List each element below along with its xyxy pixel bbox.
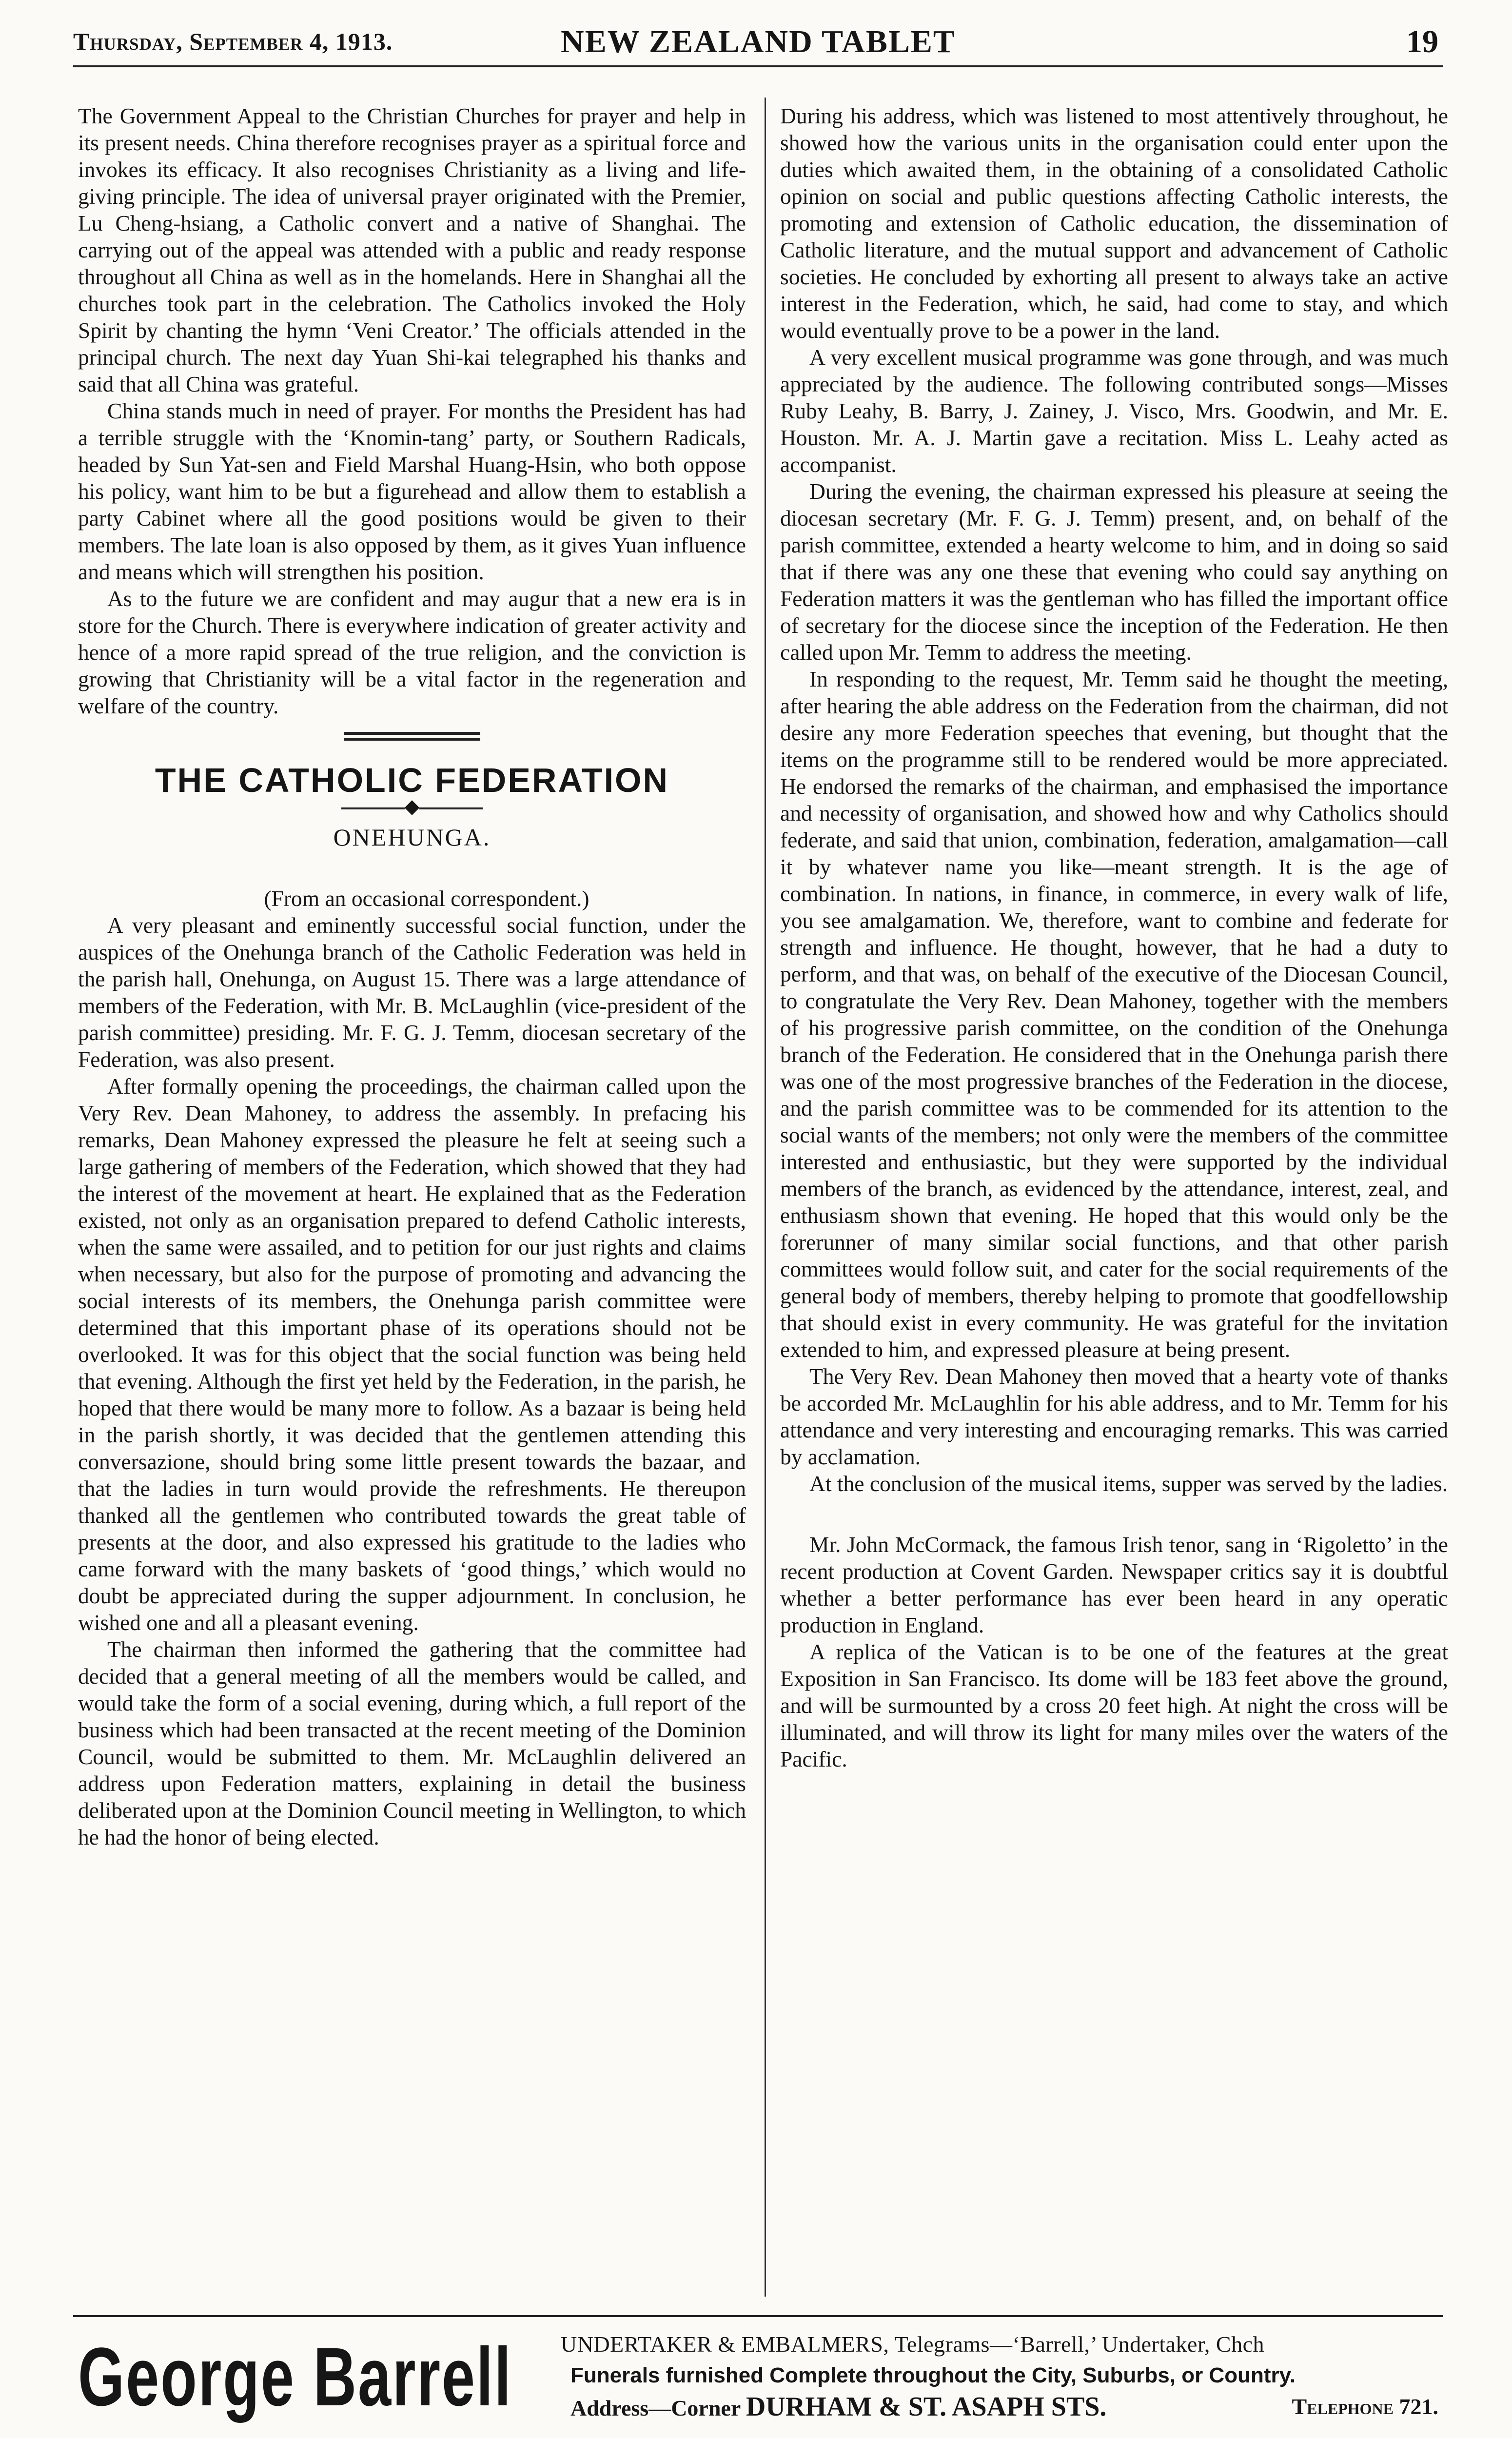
page-number: 19 [1406, 24, 1438, 59]
page-header [73, 23, 1443, 67]
address-streets: DURHAM & ST. ASAPH STS. [746, 2392, 1107, 2422]
column-divider [765, 98, 766, 2297]
attribution: (From an occasional correspondent.) [264, 886, 589, 911]
advertisement [73, 2326, 1443, 2438]
advertisement-address [561, 2391, 1438, 2424]
news-paragraph: Mr. John McCormack, the famous Irish tenor, sang in ‘Rigoletto’ in the recent production at Covent Garden. Newspaper critics say it is doubtful whether a better performance has ever been heard in any operatic production in England. [780, 1532, 1448, 1637]
article-paragraph: A very pleasant and eminently successful social function, under the auspices of the Onehunga branch of the Catholic Federation was held in the parish hall, Onehunga, on August 15. There was a large attendance of members of the Federation, with Mr. B. McLaughlin (vice-president of the parish committee) presiding. Mr. F. G. J. Temm, diocesan secretary of the Federation, was also present. [78, 913, 746, 1072]
article-paragraph: The Government Appeal to the Christian Churches for prayer and help in its present needs. China therefore recognises prayer as a spiritual force and invokes its efficacy. It also recognises Christianity as a living and life-giving principle. The idea of universal prayer originated with the Premier, Lu Cheng-hsiang, a Catholic convert and a native of Shanghai. The carrying out of the appeal was attended with a public and ready response throughout all China as well as in the homelands. Here in Shanghai all the churches took part in the celebration. The Catholics invoked the Holy Spirit by chanting the hymn ‘Veni Creator.’ The officials attended in the principal church. The next day Yuan Shi-kai telegraphed his thanks and said that all China was grateful. [78, 103, 746, 396]
article-paragraph: China stands much in need of prayer. For months the President has had a terrible struggle with the ‘Knomin-tang’ party, or Southern Radicals, headed by Sun Yat-sen and Field Marshal Huang-Hsin, who both oppose his policy, want him to be but a figurehead and allow them to establish a party Cabinet where all the good positions would be given to their members. The late loan is also opposed by them, as it gives Yuan influence and means which will strengthen his position. [78, 398, 746, 584]
article-paragraph: During his address, which was listened to most attentively throughout, he showed how the various units in the organisation could enter upon the duties which awaited them, in the obtaining of a consolidated Catholic opinion on social and public questions affecting Catholic interests, the promoting and extension of Catholic education, the dissemination of Catholic literature, and the mutual support and advancement of Catholic societies. He concluded by exhorting all present to always take an active interest in the Federation, which, he said, had come to stay, and which would eventually prove to be a power in the land. [780, 103, 1448, 343]
section-title: THE CATHOLIC FEDERATION [155, 761, 669, 799]
left-column [78, 102, 746, 1850]
article-paragraph: A very excellent musical programme was gone through, and was much appreciated by the audience. The following contributed songs—Misses Ruby Leahy, B. Barry, J. Zainey, J. Visco, Mrs. Goodwin, and Mr. E. Houston. Mr. A. J. Martin gave a recitation. Miss L. Leahy acted as accompanist. [780, 345, 1448, 477]
footer-divider [73, 2315, 1443, 2317]
masthead-title: NEW ZEALAND TABLET [561, 24, 956, 59]
article-paragraph: In responding to the request, Mr. Temm said he thought the meeting, after hearing the able address on the Federation from the chairman, did not desire any more Federation speeches that evening, but thought that the items on the programme still to be rendered would be more appreciated. He endorsed the remarks of the chairman, and emphasised the importance and necessity of organisation, and showed how and why Catholics should federate, and said that union, combination, federation, amalgamation—call it by whatever name you like—meant strength. It is the age of combination. In nations, in finance, in commerce, in every walk of life, you see amalgamation. We, therefore, want to combine and federate for strength and influence. He thought, however, that he had a duty to perform, and that was, on behalf of the executive of the Diocesan Council, to congratulate the Very Rev. Dean Mahoney, together with the members of his progressive parish committee, on the condition of the Onehunga branch of the Federation. He considered that in the Onehunga parish there was one of the most progressive branches of the Federation in the diocese, and the parish committee was to be commended for its attention to the social wants of the members; not only were the members of the committee interested and enthusiastic, but they were supported by the individual members of the branch, as evidenced by the attendance, interest, zeal, and enthusiasm shown that evening. He hoped that this would only be the forerunner of many similar social functions, and that other parish committees would follow suit, and cater for the social requirements of the general body of members, thereby helping to promote that goodfellowship that should exist in every community. He was grateful for the invitation extended to him, and expressed pleasure at being present. [780, 667, 1448, 1362]
telephone: Telephone 721. [1292, 2394, 1438, 2419]
article-paragraph: At the conclusion of the musical items, supper was served by the ladies. [809, 1471, 1448, 1496]
section-divider [344, 732, 480, 741]
advertisement-line: Funerals furnished Complete throughout the City, Suburbs, or Country. [570, 2363, 1296, 2387]
article-paragraph: After formally opening the proceedings, the chairman called upon the Very Rev. Dean Mahoney, to address the assembly. In prefacing his remarks, Dean Mahoney expressed the pleasure he felt at seeing such a large gathering of members of the Federation, which showed that they had the interest of the movement at heart. He explained that as the Federation existed, not only as an organisation prepared to defend Catholic interests, when the same were assailed, and to petition for our just rights and claims when necessary, but also for the purpose of promoting and advancing the social interests of its members, the Onehunga parish committee were determined that this important phase of its operations should not be overlooked. It was for this object that the social function was being held that evening. Although the first yet held by the Federation, in the parish, he hoped that there would be many more to follow. As a bazaar is being held in the parish shortly, it was decided that the gentlemen attending this conversazione, should bring some little present towards the bazaar, and that the ladies in turn would provide the refreshments. He thereupon thanked all the gentlemen who contributed towards the great table of presents at the door, and also expressed his gratitude to the ladies who came forward with the many baskets of ‘good things,’ which would no doubt be appreciated during the supper adjournment. In conclusion, he wished one and all a pleasant evening. [78, 1074, 746, 1635]
article-paragraph: During the evening, the chairman expressed his pleasure at seeing the diocesan secretary (Mr. F. G. J. Temm) present, and, on behalf of the parish committee, extended a hearty welcome to him, and in doing so said that if there was any one these that evening who could say anything on Federation matters it was the gentleman who has filled the important office of secretary for the diocese since the inception of the Federation. He then called upon Mr. Temm to address the meeting. [780, 479, 1448, 665]
section-subtitle: ONEHUNGA. [333, 824, 491, 851]
advertiser-name: George Barrell [78, 2331, 512, 2423]
spacer [780, 1497, 1448, 1531]
address-label: Address—Corner [570, 2396, 741, 2420]
issue-date: Thursday, September 4, 1913. [73, 28, 393, 55]
article-paragraph: As to the future we are confident and may augur that a new era is in store for the Church. There is everywhere indication of greater activity and hence of a more rapid spread of the true religion, and the conviction is growing that Christianity will be a vital factor in the regeneration and welfare of the country. [78, 586, 746, 718]
news-paragraph: A replica of the Vatican is to be one of the features at the great Exposition in San Francisco. Its dome will be 183 feet above the ground, and will be surmounted by a cross 20 feet high. At night the cross will be illuminated, and will throw its light for many miles over the waters of the Pacific. [780, 1639, 1448, 1771]
advertisement-line: UNDERTAKER & EMBALMERS, Telegrams—‘Barrell,’ Undertaker, Chch [561, 2332, 1265, 2357]
advertisement-details [561, 2329, 1438, 2424]
article-paragraph: The chairman then informed the gathering that the committee had decided that a general meeting of all the members would be called, and would take the form of a social evening, during which, a full report of the business which had been transacted at the recent meeting of the Dominion Council, would be submitted to them. Mr. McLaughlin delivered an address upon Federation matters, explaining in detail the business deliberated upon at the Dominion Council meeting in Wellington, to which he had the honor of being elected. [78, 1637, 746, 1849]
right-column [780, 102, 1448, 1772]
ornament-divider: ◆ [78, 797, 746, 816]
article-paragraph: The Very Rev. Dean Mahoney then moved that a hearty vote of thanks be accorded Mr. McLaughlin for his able address, and to Mr. Temm for his attendance and very interesting and encouraging remarks. This was carried by acclamation. [780, 1364, 1448, 1469]
